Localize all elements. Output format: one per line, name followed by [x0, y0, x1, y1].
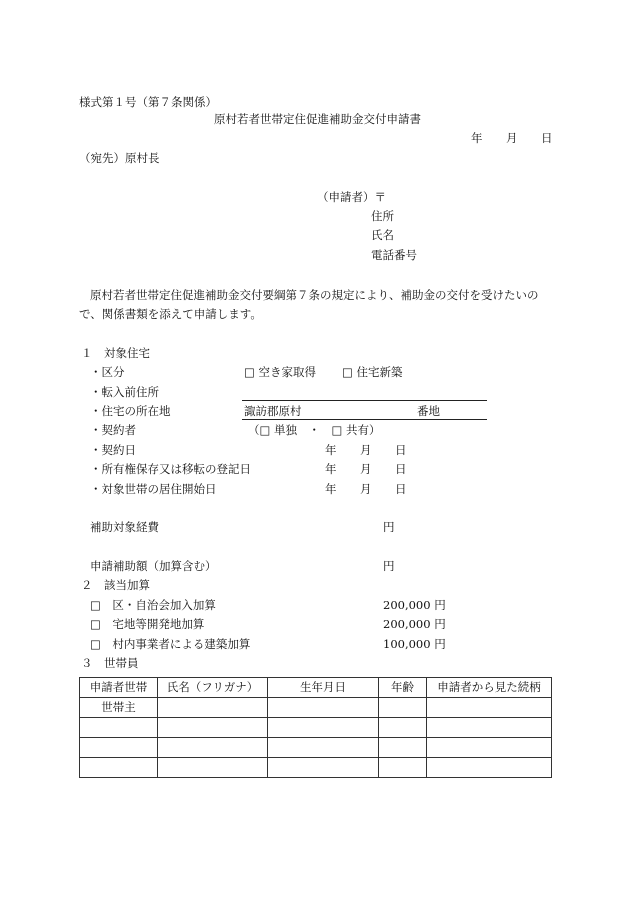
table-cell[interactable]: [268, 738, 379, 758]
column-header: 申請者世帯: [80, 678, 158, 698]
table-row: [80, 738, 552, 758]
table-cell[interactable]: [379, 738, 427, 758]
table-row: [80, 698, 552, 718]
applicant-address-label: 住所: [371, 209, 394, 223]
section3-heading: ３ 世帯員: [81, 656, 139, 670]
addition-item-label[interactable]: □ 村内事業者による建築加算: [90, 637, 251, 651]
location-label: ・住宅の所在地: [90, 404, 171, 418]
residence-start-month: 月: [360, 482, 372, 496]
contractor-options[interactable]: （□ 単独 ・ □ 共有）: [248, 423, 381, 437]
form-number: 様式第１号（第７条関係）: [79, 95, 217, 109]
table-cell[interactable]: [80, 738, 158, 758]
table-cell[interactable]: [427, 698, 552, 718]
date-month-label: 月: [506, 131, 518, 145]
addition-item-label[interactable]: □ 区・自治会加入加算: [90, 598, 216, 612]
table-cell[interactable]: [80, 718, 158, 738]
contract-date-day: 日: [395, 443, 407, 457]
column-header: 氏名（フリガナ）: [158, 678, 268, 698]
category-option-new-build[interactable]: □ 住宅新築: [342, 365, 403, 379]
applicant-name-label: 氏名: [371, 228, 394, 242]
eligible-expenses-unit: 円: [383, 520, 395, 534]
table-cell[interactable]: [80, 758, 158, 778]
table-cell[interactable]: [268, 758, 379, 778]
applicant-label: （申請者）〒: [317, 190, 386, 204]
table-cell[interactable]: [158, 758, 268, 778]
table-cell[interactable]: [427, 758, 552, 778]
category-option-vacant-house[interactable]: □ 空き家取得: [244, 365, 317, 379]
registration-date-day: 日: [395, 462, 407, 476]
residence-start-day: 日: [395, 482, 407, 496]
table-row: [80, 718, 552, 738]
table-header-row: [80, 678, 552, 698]
section2-heading: ２ 該当加算: [81, 578, 150, 592]
table-cell[interactable]: [158, 718, 268, 738]
column-header: 生年月日: [268, 678, 379, 698]
residence-start-year: 年: [325, 482, 337, 496]
table-cell[interactable]: [158, 698, 268, 718]
addition-item-amount: 200,000 円: [383, 617, 446, 631]
applicant-phone-label: 電話番号: [371, 248, 417, 262]
location-lot-suffix: 番地: [417, 404, 440, 418]
column-header: 年齢: [379, 678, 427, 698]
date-year-label: 年: [471, 131, 483, 145]
contractor-label: ・契約者: [90, 423, 136, 437]
addressee: （宛先）原村長: [79, 151, 160, 165]
addition-item-amount: 200,000 円: [383, 598, 446, 612]
location-village: 諏訪郡原村: [244, 404, 302, 418]
prev-address-field-line[interactable]: [242, 400, 487, 401]
table-cell[interactable]: [427, 718, 552, 738]
column-header: 申請者から見た続柄: [427, 678, 552, 698]
requested-amount-unit: 円: [383, 559, 395, 573]
registration-date-label: ・所有権保存又は移転の登記日: [90, 462, 251, 476]
table-cell: 世帯主: [80, 698, 158, 718]
intro-line-1: 原村若者世帯定住促進補助金交付要綱第７条の規定により、補助金の交付を受けたいの: [90, 288, 539, 302]
category-label: ・区分: [90, 365, 125, 379]
date-day-label: 日: [541, 131, 553, 145]
prev-address-label: ・転入前住所: [90, 385, 159, 399]
table-cell[interactable]: [379, 718, 427, 738]
location-field-line[interactable]: [242, 419, 487, 420]
document-title: 原村若者世帯定住促進補助金交付申請書: [214, 112, 421, 126]
registration-date-year: 年: [325, 462, 337, 476]
contract-date-label: ・契約日: [90, 443, 136, 457]
addition-item-amount: 100,000 円: [383, 637, 446, 651]
table-cell[interactable]: [379, 758, 427, 778]
eligible-expenses-label: 補助対象経費: [90, 520, 159, 534]
table-cell[interactable]: [158, 738, 268, 758]
section1-heading: １ 対象住宅: [81, 346, 150, 360]
requested-amount-label: 申請補助額（加算含む）: [90, 559, 217, 573]
table-cell[interactable]: [427, 738, 552, 758]
contract-date-month: 月: [360, 443, 372, 457]
residence-start-label: ・対象世帯の居住開始日: [90, 482, 217, 496]
table-row: [80, 758, 552, 778]
household-members-table: [79, 677, 552, 778]
table-cell[interactable]: [379, 698, 427, 718]
table-cell[interactable]: [268, 718, 379, 738]
contract-date-year: 年: [325, 443, 337, 457]
registration-date-month: 月: [360, 462, 372, 476]
addition-item-label[interactable]: □ 宅地等開発地加算: [90, 617, 205, 631]
table-cell[interactable]: [268, 698, 379, 718]
intro-line-2: で、関係書類を添えて申請します。: [79, 307, 262, 321]
